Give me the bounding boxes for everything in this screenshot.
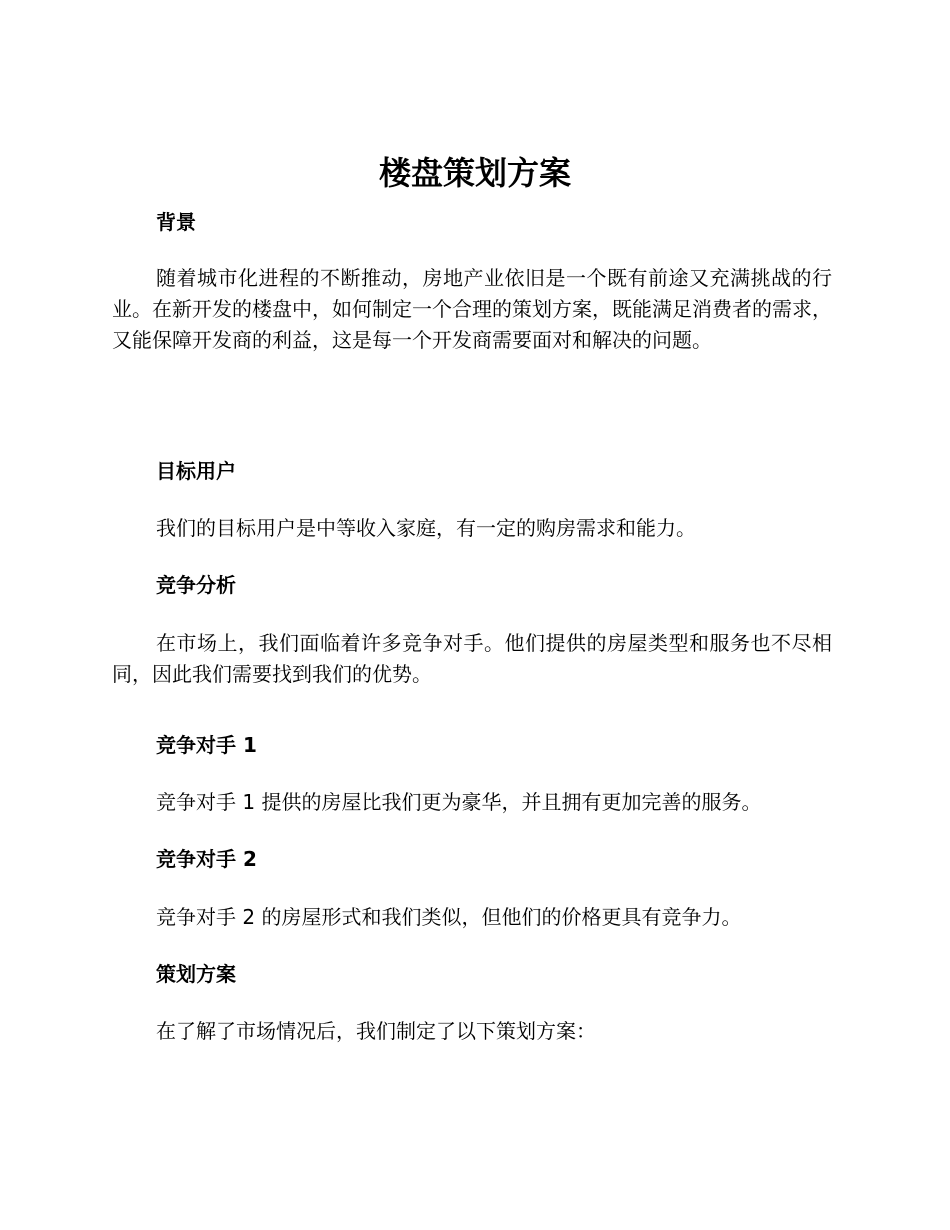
- document-title: 楼盘策划方案: [378, 154, 571, 192]
- section-heading-competitor-2: 竞争对手 2: [156, 847, 257, 871]
- section-text-competitor-1: 竞争对手 1 提供的房屋比我们更为豪华，并且拥有更加完善的服务。: [156, 790, 762, 814]
- section-text-competition-analysis: 在市场上，我们面临着许多竞争对手。他们提供的房屋类型和服务也不尽相同，因此我们需要找到我们的优势。: [112, 631, 832, 686]
- section-heading-target-users: 目标用户: [156, 459, 236, 483]
- section-heading-plan: 策划方案: [156, 962, 236, 986]
- section-heading-competitor-1: 竞争对手 1: [156, 733, 257, 757]
- section-text-competitor-2: 竞争对手 2 的房屋形式和我们类似，但他们的价格更具有竞争力。: [156, 905, 742, 929]
- section-heading-background: 背景: [156, 210, 196, 234]
- section-text-target-users: 我们的目标用户是中等收入家庭，有一定的购房需求和能力。: [156, 516, 696, 540]
- section-text-background: 随着城市化进程的不断推动，房地产业依旧是一个既有前途又充满挑战的行业。在新开发的楼盘中，如何制定一个合理的策划方案，既能满足消费者的需求，又能保障开发商的利益，这是每一个开发商需要面对和解决的问题。: [112, 266, 832, 352]
- section-heading-competition-analysis: 竞争分析: [156, 573, 236, 597]
- section-text-plan: 在了解了市场情况后，我们制定了以下策划方案：: [156, 1019, 596, 1043]
